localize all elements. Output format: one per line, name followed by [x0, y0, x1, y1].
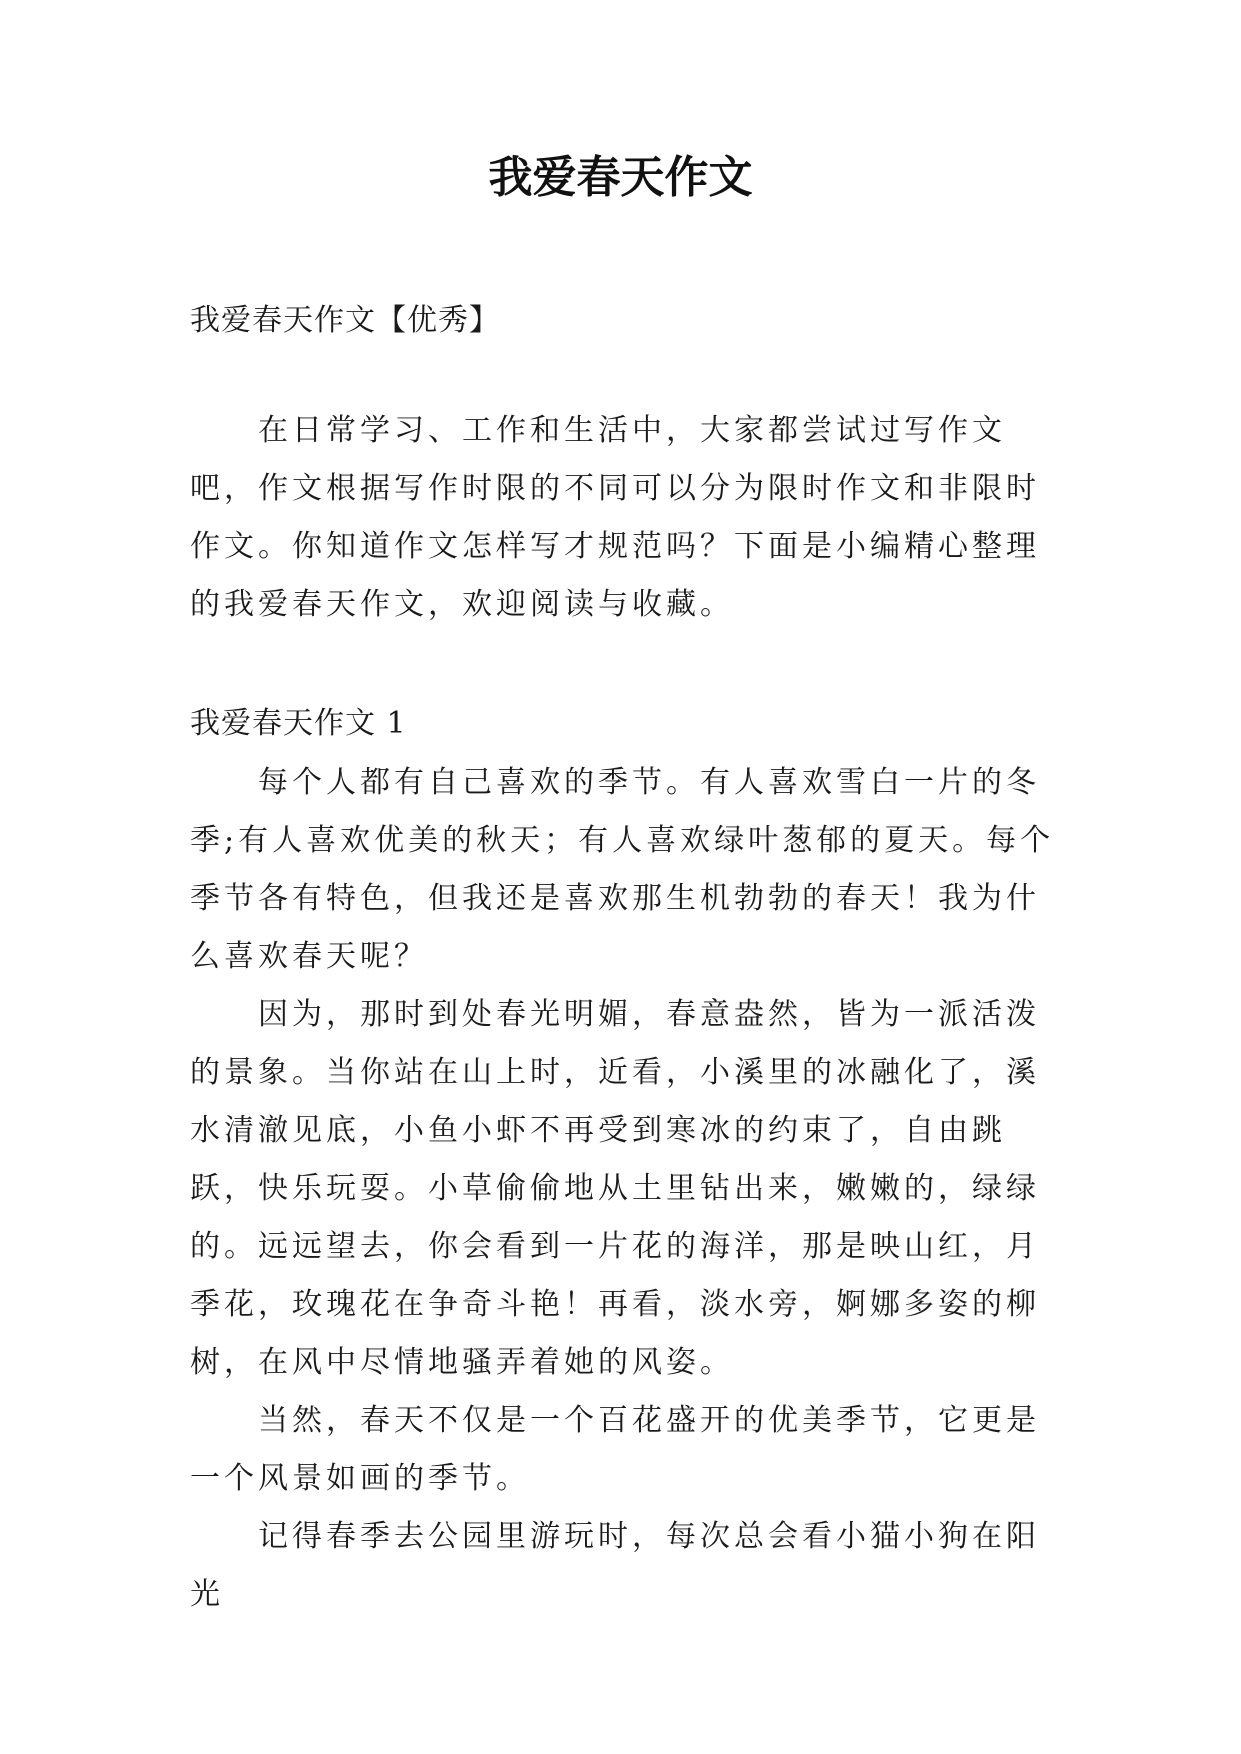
essay-paragraph: 当然，春天不仅是一个百花盛开的优美季节，它更是一个风景如画的季节。	[190, 1403, 1040, 1496]
document-title: 我爱春天作文	[488, 152, 753, 203]
intro-paragraph: 在日常学习、工作和生活中，大家都尝试过写作文吧，作文根据写作时限的不同可以分为限时作文和非限时作文。你知道作文怎样写才规范吗？下面是小编精心整理的我爱春天作文，欢迎阅读与收藏。	[190, 413, 1040, 622]
essay-paragraph: 记得春季去公园里游玩时，每次总会看小猫小狗在阳光	[190, 1519, 1040, 1612]
document-subtitle: 我爱春天作文【优秀】	[190, 303, 500, 338]
essay-paragraph: 每个人都有自己喜欢的季节。有人喜欢雪白一片的冬季;有人喜欢优美的秋天；有人喜欢绿叶葱郁的夏天。每个季节各有特色，但我还是喜欢那生机勃勃的春天！我为什么喜欢春天呢？	[190, 765, 1055, 974]
intro-block	[190, 402, 1070, 634]
section-heading: 我爱春天作文 1	[190, 706, 407, 741]
essay-body	[190, 754, 1070, 1624]
essay-paragraph: 因为，那时到处春光明媚，春意盎然，皆为一派活泼的景象。当你站在山上时，近看，小溪里的冰融化了，溪水清澈见底，小鱼小虾不再受到寒冰的约束了，自由跳跃，快乐玩耍。小草偷偷地从土里钻出来，嫩嫩的，绿绿的。远远望去，你会看到一片花的海洋，那是映山红，月季花，玫瑰花在争奇斗艳！再看，淡水旁，婀娜多姿的柳树，在风中尽情地骚弄着她的风姿。	[190, 997, 1040, 1380]
